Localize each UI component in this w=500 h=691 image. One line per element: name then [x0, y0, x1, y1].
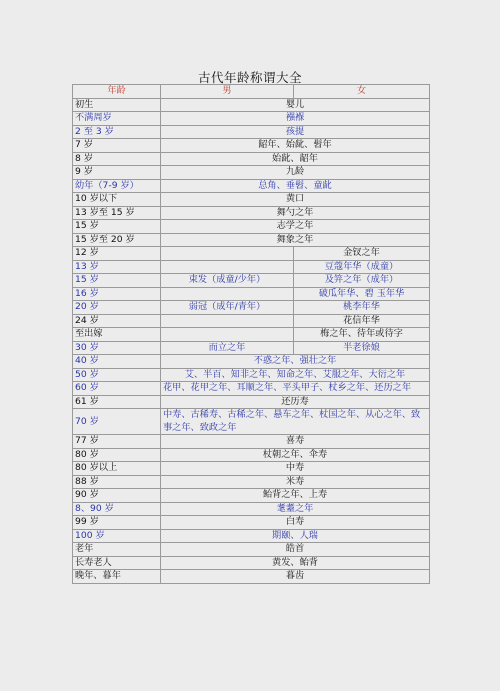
title-cell: 舞象之年 — [161, 233, 430, 247]
title-cell: 黄口 — [161, 193, 430, 207]
table-row — [73, 529, 430, 543]
title-cell: 中寿、古稀寿、古稀之年、悬车之年、杖国之年、从心之年、致事之年、致政之年 — [161, 409, 430, 435]
table-row — [73, 516, 430, 530]
table-row — [73, 287, 430, 301]
female-title-cell: 及笄之年（成年） — [294, 274, 430, 288]
table-row — [73, 435, 430, 449]
title-cell: 孩提 — [161, 125, 430, 139]
female-title-cell: 豆蔻年华（成童） — [294, 260, 430, 274]
age-cell: 20 岁 — [73, 301, 161, 315]
age-cell: 88 岁 — [73, 475, 161, 489]
age-cell: 30 岁 — [73, 341, 161, 355]
title-cell: 耄耋之年 — [161, 502, 430, 516]
female-title-cell: 破瓜年华、碧 玉年华 — [294, 287, 430, 301]
table-row — [73, 220, 430, 234]
title-cell: 艾、半百、知非之年、知命之年、艾服之年、大衍之年 — [161, 368, 430, 382]
age-cell: 61 岁 — [73, 395, 161, 409]
female-title-cell: 金钗之年 — [294, 247, 430, 261]
table-row — [73, 166, 430, 180]
age-cell: 70 岁 — [73, 409, 161, 435]
age-cell: 8、90 岁 — [73, 502, 161, 516]
male-title-cell — [161, 287, 294, 301]
age-cell: 50 岁 — [73, 368, 161, 382]
table-row — [73, 570, 430, 584]
table-row — [73, 543, 430, 557]
title-cell: 期颐、人瑞 — [161, 529, 430, 543]
age-cell: 7 岁 — [73, 139, 161, 153]
table-header-row — [73, 85, 430, 99]
table-row — [73, 233, 430, 247]
table-row — [73, 139, 430, 153]
table-row — [73, 193, 430, 207]
title-cell: 九龄 — [161, 166, 430, 180]
title-cell: 总角、垂髫、童龀 — [161, 179, 430, 193]
title-cell: 婴儿 — [161, 98, 430, 112]
title-cell: 皓首 — [161, 543, 430, 557]
table-row — [73, 341, 430, 355]
title-cell: 不惑之年、强壮之年 — [161, 355, 430, 369]
table-row — [73, 355, 430, 369]
table-row — [73, 462, 430, 476]
table-row — [73, 125, 430, 139]
male-title-cell — [161, 260, 294, 274]
table-row — [73, 556, 430, 570]
table-row — [73, 489, 430, 503]
table-row — [73, 247, 430, 261]
title-cell: 舞勺之年 — [161, 206, 430, 220]
male-title-cell: 而立之年 — [161, 341, 294, 355]
title-cell: 喜寿 — [161, 435, 430, 449]
age-cell: 老年 — [73, 543, 161, 557]
age-cell: 77 岁 — [73, 435, 161, 449]
age-cell: 24 岁 — [73, 314, 161, 328]
title-cell: 志学之年 — [161, 220, 430, 234]
age-cell: 13 岁至 15 岁 — [73, 206, 161, 220]
age-cell: 13 岁 — [73, 260, 161, 274]
age-cell: 12 岁 — [73, 247, 161, 261]
table-row — [73, 301, 430, 315]
age-title-table — [72, 84, 430, 584]
age-cell: 8 岁 — [73, 152, 161, 166]
title-cell: 暮齿 — [161, 570, 430, 584]
age-cell: 90 岁 — [73, 489, 161, 503]
title-cell: 鲐背之年、上寿 — [161, 489, 430, 503]
table-row — [73, 502, 430, 516]
table-row — [73, 314, 430, 328]
age-cell: 80 岁以上 — [73, 462, 161, 476]
age-cell: 80 岁 — [73, 448, 161, 462]
male-title-cell: 束发（成童/少年） — [161, 274, 294, 288]
male-title-cell: 弱冠（成年/青年） — [161, 301, 294, 315]
table-row — [73, 475, 430, 489]
table-row — [73, 152, 430, 166]
age-cell: 不满周岁 — [73, 112, 161, 126]
title-cell: 龆年、始龀、髫年 — [161, 139, 430, 153]
table-row — [73, 98, 430, 112]
age-cell: 初生 — [73, 98, 161, 112]
male-title-cell — [161, 314, 294, 328]
table-row — [73, 382, 430, 396]
title-cell: 黄发、鲐背 — [161, 556, 430, 570]
title-cell: 白寿 — [161, 516, 430, 530]
title-cell: 米寿 — [161, 475, 430, 489]
age-cell: 晚年、暮年 — [73, 570, 161, 584]
age-cell: 16 岁 — [73, 287, 161, 301]
header-female: 女 — [294, 85, 430, 99]
age-cell: 9 岁 — [73, 166, 161, 180]
age-cell: 60 岁 — [73, 382, 161, 396]
table-row — [73, 112, 430, 126]
page-title: 古代年龄称谓大全 — [197, 70, 302, 85]
table-row — [73, 395, 430, 409]
table-row — [73, 274, 430, 288]
table-row — [73, 409, 430, 435]
male-title-cell — [161, 328, 294, 342]
male-title-cell — [161, 247, 294, 261]
title-cell: 始龀、龆年 — [161, 152, 430, 166]
age-cell: 15 岁 — [73, 220, 161, 234]
table-row — [73, 179, 430, 193]
age-cell: 40 岁 — [73, 355, 161, 369]
age-cell: 2 至 3 岁 — [73, 125, 161, 139]
female-title-cell: 半老徐娘 — [294, 341, 430, 355]
table-row — [73, 260, 430, 274]
age-cell: 长寿老人 — [73, 556, 161, 570]
table-row — [73, 448, 430, 462]
table-row — [73, 206, 430, 220]
female-title-cell: 桃李年华 — [294, 301, 430, 315]
header-male: 男 — [161, 85, 294, 99]
title-cell: 襁褓 — [161, 112, 430, 126]
age-cell: 幼年（7-9 岁） — [73, 179, 161, 193]
title-cell: 中寿 — [161, 462, 430, 476]
title-cell: 杖朝之年、伞寿 — [161, 448, 430, 462]
age-cell: 15 岁至 20 岁 — [73, 233, 161, 247]
title-cell: 花甲、花甲之年、耳顺之年、平头甲子、杖乡之年、还历之年 — [161, 382, 430, 396]
female-title-cell: 梅之年、待年或待字 — [294, 328, 430, 342]
age-cell: 10 岁以下 — [73, 193, 161, 207]
age-cell: 100 岁 — [73, 529, 161, 543]
header-age: 年龄 — [73, 85, 161, 99]
title-cell: 还历寿 — [161, 395, 430, 409]
age-cell: 至出嫁 — [73, 328, 161, 342]
female-title-cell: 花信年华 — [294, 314, 430, 328]
table-row — [73, 328, 430, 342]
age-cell: 99 岁 — [73, 516, 161, 530]
table-row — [73, 368, 430, 382]
age-cell: 15 岁 — [73, 274, 161, 288]
